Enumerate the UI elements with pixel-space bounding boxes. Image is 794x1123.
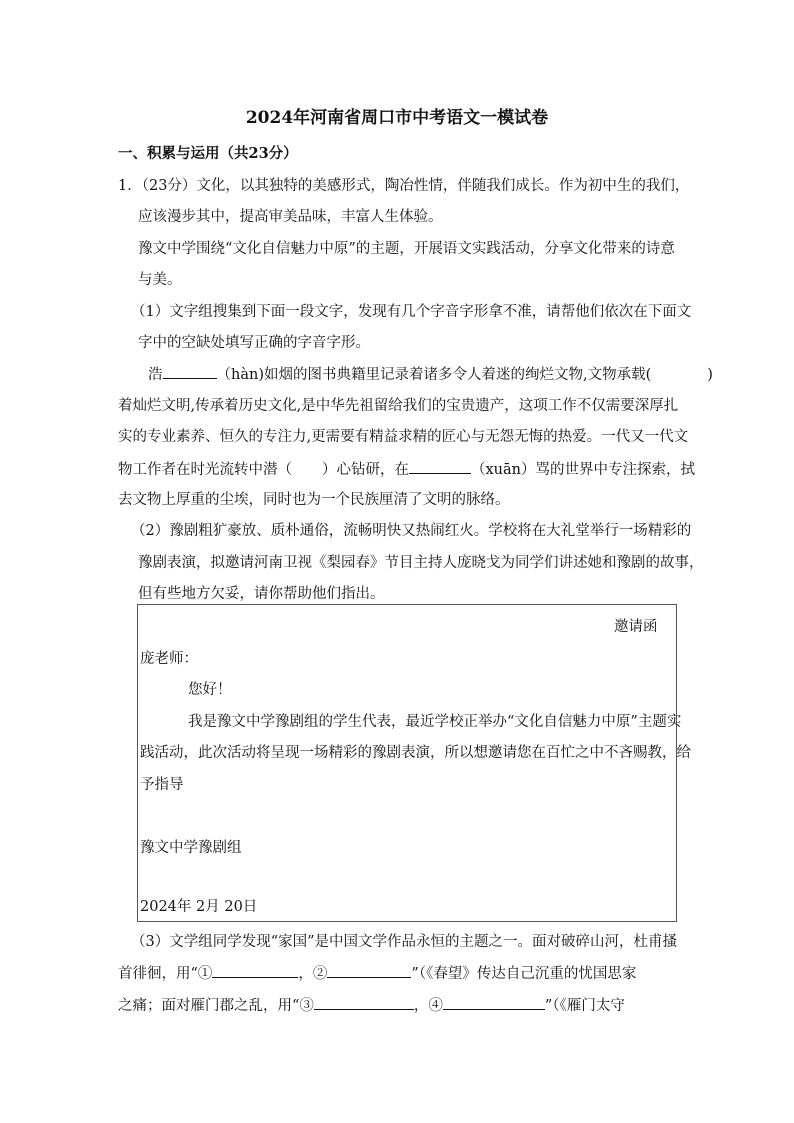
passage-line bbox=[118, 459, 695, 480]
passage-line bbox=[148, 364, 713, 385]
section-heading: 一、积累与运用（共23分） bbox=[118, 145, 298, 162]
answer-blank[interactable] bbox=[409, 459, 471, 474]
passage-text: ）心钻研，在 bbox=[322, 462, 409, 478]
passage-text: （hàn)如烟的图书典籍里记录着诸多令人着迷的绚烂文物,文物承载( bbox=[216, 367, 652, 383]
passage-text: 首徘徊，用“① bbox=[118, 966, 213, 982]
subquestion-3: （3）文学组同学发现“家国”是中国文学作品永恒的主题之一。面对破碎山河，杜甫搔 bbox=[131, 934, 678, 950]
letter-salutation: 庞老师： bbox=[140, 651, 198, 667]
q1-text: 应该漫步其中，提高审美品味，丰富人生体验。 bbox=[138, 209, 443, 225]
invitation-letter-box bbox=[137, 604, 677, 922]
letter-date: 2024年 2月 20日 bbox=[140, 899, 258, 915]
subquestion-2: 但有些地方欠妥，请你帮助他们指出。 bbox=[138, 586, 385, 602]
passage-line: 实的专业素养、恒久的专注力,更需要有精益求精的匠心与无怨无悔的热爱。一代又一代文 bbox=[118, 429, 689, 445]
letter-greeting: 您好！ bbox=[188, 682, 232, 698]
subquestion-1: （1）文字组搜集到下面一段文字，发现有几个字音字形拿不准，请帮他们依次在下面文 bbox=[131, 304, 692, 320]
passage-text: 浩 bbox=[148, 367, 163, 383]
answer-blank[interactable] bbox=[327, 963, 411, 978]
passage-text: ”（《雁门太守 bbox=[544, 998, 625, 1014]
letter-body: 我是豫文中学豫剧组的学生代表，最近学校正举办“文化自信魅力中原”主题实 bbox=[188, 714, 682, 730]
letter-body: 践活动，此次活动将呈现一场精彩的豫剧表演，所以想邀请您在百忙之中不吝赐教，给 bbox=[140, 745, 691, 761]
passage-text: ，② bbox=[298, 966, 328, 982]
q1-text: 1．（23分）文化，以其独特的美感形式，陶冶性情，伴随我们成长。作为初中生的我们， bbox=[118, 178, 690, 194]
passage-text: ”（《春望》传达自己沉重的忧国思家 bbox=[411, 966, 637, 982]
subquestion-2: （2）豫剧粗犷豪放、质朴通俗，流畅明快又热闹红火。学校将在大礼堂举行一场精彩的 bbox=[131, 523, 692, 539]
answer-blank[interactable] bbox=[443, 995, 545, 1010]
letter-signature: 豫文中学豫剧组 bbox=[140, 840, 242, 856]
passage-line: 去文物上厚重的尘埃，同时也为一个民族厘清了文明的脉络。 bbox=[118, 492, 510, 508]
passage-text: 物工作者在时光流转中潜（ bbox=[118, 462, 292, 478]
passage-text: ，④ bbox=[413, 998, 443, 1014]
q1-text: 豫文中学围绕“文化自信魅力中原”的主题，开展语文实践活动，分享文化带来的诗意 bbox=[138, 241, 675, 257]
passage-text: ) bbox=[707, 367, 713, 383]
subquestion-3 bbox=[118, 995, 625, 1016]
subquestion-3 bbox=[118, 963, 636, 984]
passage-line: 着灿烂文明,传承着历史文化,是中华先祖留给我们的宝贵遗产，这项工作不仅需要深厚扎 bbox=[118, 398, 679, 414]
answer-blank[interactable] bbox=[163, 364, 217, 379]
subquestion-1: 字中的空缺处填写正确的字音字形。 bbox=[138, 335, 370, 351]
q1-text: 与美。 bbox=[138, 272, 182, 288]
answer-blank[interactable] bbox=[212, 963, 298, 978]
passage-text: （xuān）骂的世界中专注探索，拭 bbox=[471, 462, 695, 478]
letter-heading: 邀请函 bbox=[614, 619, 658, 635]
letter-body: 予指导 bbox=[140, 777, 184, 793]
answer-blank[interactable] bbox=[314, 995, 414, 1010]
subquestion-2: 豫剧表演，拟邀请河南卫视《梨园春》节目主持人庞晓戈为同学们讲述她和豫剧的故事， bbox=[138, 555, 704, 571]
passage-text: 之痛；面对雁门郡之乱，用“③ bbox=[118, 998, 314, 1014]
page-title: 2024年河南省周口市中考语文一模试卷 bbox=[245, 108, 549, 128]
